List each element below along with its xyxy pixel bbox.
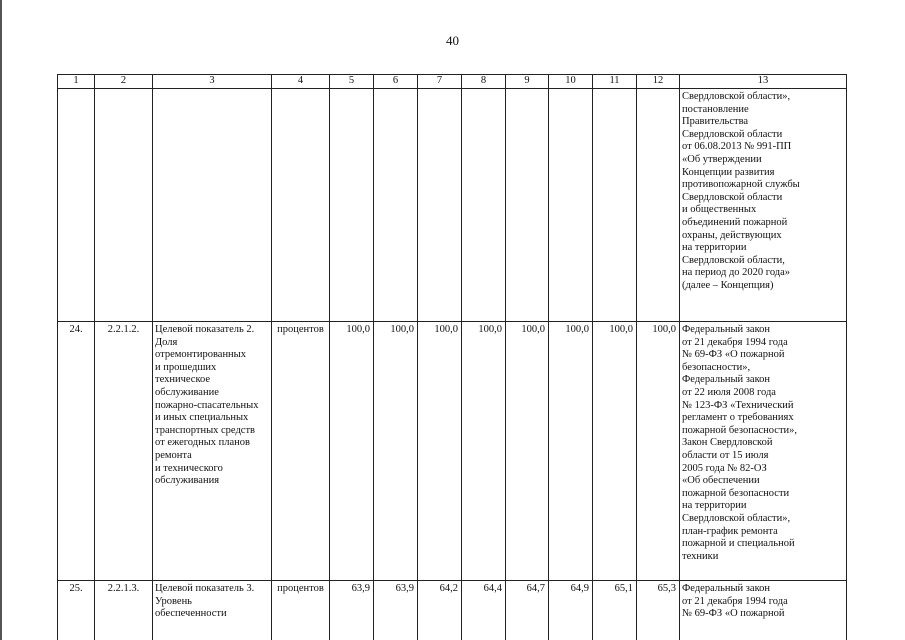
table-cell xyxy=(549,89,593,322)
table-cell xyxy=(637,89,680,322)
table-cell xyxy=(153,89,272,322)
table-cell xyxy=(462,89,506,322)
legal-basis-cell: Федеральный закон от 21 декабря 1994 года № 69-ФЗ «О пожарной безопасности», Федеральный закон от 22 июля 2008 года № 123-ФЗ «Технический регламент о требованиях пожарной безопасности», Закон Свердловской области от 15 июля 2005 года № 82-ОЗ «Об обеспечении пожарной безопасности на территории Свердловской области», план-график ремонта пожарной и специальной техники xyxy=(680,322,847,581)
value-cell: 64,2 xyxy=(418,581,462,640)
table-cell xyxy=(272,89,330,322)
table-cell xyxy=(506,89,549,322)
table-cell xyxy=(58,89,95,322)
unit-cell: процентов xyxy=(272,581,330,640)
header-col-6: 6 xyxy=(374,75,418,89)
table-cell xyxy=(95,89,153,322)
indicator-name-cell: Целевой показатель 2. Доля отремонтированных и прошедших техническое обслуживание пожарно-спасательных и иных специальных транспортных средств от ежегодных планов ремонта и технического обслуживания xyxy=(153,322,272,581)
header-col-5: 5 xyxy=(330,75,374,89)
row-code-cell: 2.2.1.2. xyxy=(95,322,153,581)
table-cell xyxy=(593,89,637,322)
value-cell: 65,1 xyxy=(593,581,637,640)
header-col-10: 10 xyxy=(549,75,593,89)
header-col-1: 1 xyxy=(58,75,95,89)
value-cell: 63,9 xyxy=(374,581,418,640)
value-cell: 63,9 xyxy=(330,581,374,640)
indicator-name-cell: Целевой показатель 3. Уровень обеспеченности xyxy=(153,581,272,640)
header-col-3: 3 xyxy=(153,75,272,89)
value-cell: 100,0 xyxy=(506,322,549,581)
legal-basis-cell: Свердловской области», постановление Правительства Свердловской области от 06.08.2013 № 991-ПП «Об утверждении Концепции развития противопожарной службы Свердловской области и общественных объединений пожарной охраны, действующих на территории Свердловской области, на период до 2020 года» (далее – Концепция) xyxy=(680,89,847,322)
table-row xyxy=(58,322,847,581)
value-cell: 100,0 xyxy=(330,322,374,581)
header-col-7: 7 xyxy=(418,75,462,89)
table-header-row xyxy=(58,75,847,89)
table-cell xyxy=(374,89,418,322)
value-cell: 64,9 xyxy=(549,581,593,640)
value-cell: 100,0 xyxy=(462,322,506,581)
header-col-12: 12 xyxy=(637,75,680,89)
value-cell: 64,7 xyxy=(506,581,549,640)
header-col-13: 13 xyxy=(680,75,847,89)
value-cell: 100,0 xyxy=(637,322,680,581)
value-cell: 100,0 xyxy=(418,322,462,581)
header-col-8: 8 xyxy=(462,75,506,89)
table-cell xyxy=(418,89,462,322)
row-number-cell: 25. xyxy=(58,581,95,640)
value-cell: 100,0 xyxy=(593,322,637,581)
value-cell: 65,3 xyxy=(637,581,680,640)
value-cell: 100,0 xyxy=(374,322,418,581)
value-cell: 64,4 xyxy=(462,581,506,640)
header-col-11: 11 xyxy=(593,75,637,89)
header-col-9: 9 xyxy=(506,75,549,89)
row-code-cell: 2.2.1.3. xyxy=(95,581,153,640)
table-row xyxy=(58,581,847,640)
header-col-2: 2 xyxy=(95,75,153,89)
legal-basis-cell: Федеральный закон от 21 декабря 1994 года № 69-ФЗ «О пожарной xyxy=(680,581,847,640)
indicator-table xyxy=(57,74,847,640)
table-row-continuation xyxy=(58,89,847,322)
table-cell xyxy=(330,89,374,322)
unit-cell: процентов xyxy=(272,322,330,581)
value-cell: 100,0 xyxy=(549,322,593,581)
row-number-cell: 24. xyxy=(58,322,95,581)
page-number: 40 xyxy=(446,33,459,48)
header-col-4: 4 xyxy=(272,75,330,89)
